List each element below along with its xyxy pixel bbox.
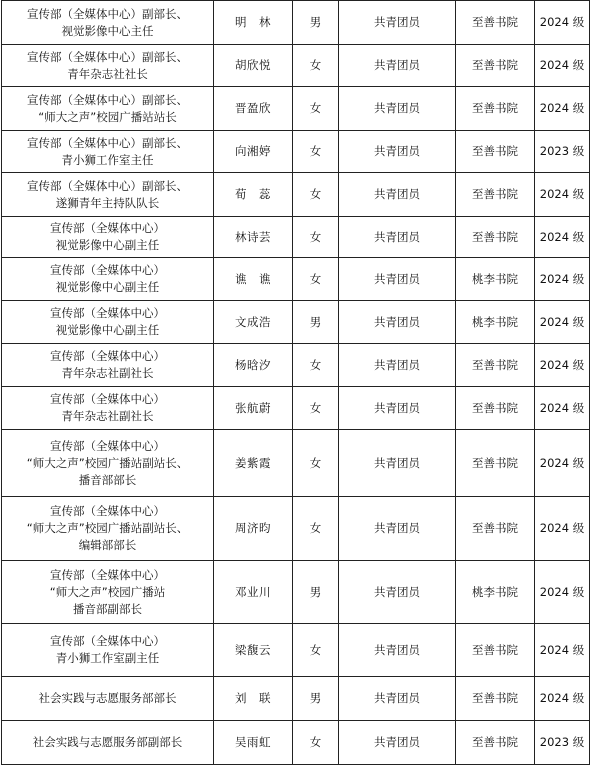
college-cell: 至善书院 (456, 387, 535, 430)
position-cell (2, 497, 214, 561)
political-status-cell: 共青团员 (339, 217, 456, 258)
college-cell: 至善书院 (456, 1, 535, 45)
name-cell: 杨晗汐 (214, 344, 293, 387)
gender-cell: 女 (293, 344, 339, 387)
position-cell (2, 721, 214, 765)
name-cell: 谯 谯 (214, 258, 293, 301)
gender-cell: 女 (293, 258, 339, 301)
political-status-cell: 共青团员 (339, 561, 456, 624)
position-cell (2, 561, 214, 624)
position-line: 播音部副部长 (73, 601, 142, 616)
gender-cell: 男 (293, 677, 339, 721)
grade-cell: 2024 级 (535, 173, 590, 217)
position-line: 宣传部（全媒体中心）副部长、 (27, 178, 188, 193)
position-line: 播音部部长 (78, 472, 137, 487)
college-cell: 桃李书院 (456, 258, 535, 301)
position-cell (2, 173, 214, 217)
gender-cell: 女 (293, 173, 339, 217)
political-status-cell: 共青团员 (339, 497, 456, 561)
political-status-cell: 共青团员 (339, 1, 456, 45)
college-cell: 至善书院 (456, 217, 535, 258)
gender-cell: 女 (293, 87, 339, 131)
name-cell: 吴雨虹 (214, 721, 293, 765)
position-line: 青小狮工作室主任 (61, 152, 154, 167)
gender-cell: 男 (293, 561, 339, 624)
grade-cell: 2024 级 (535, 45, 590, 87)
political-status-cell: 共青团员 (339, 721, 456, 765)
roster-table (1, 0, 590, 765)
grade-cell: 2024 级 (535, 1, 590, 45)
position-cell (2, 344, 214, 387)
position-line: 宣传部（全媒体中心） (50, 567, 165, 582)
position-line: 遂狮青年主持队队长 (55, 195, 160, 210)
position-line: “师大之声”校园广播站站长 (38, 109, 177, 124)
position-line: 青年杂志社副社长 (61, 366, 154, 380)
grade-cell: 2024 级 (535, 430, 590, 497)
grade-cell: 2023 级 (535, 721, 590, 765)
position-cell (2, 217, 214, 258)
position-line: “师大之声”校园广播站 (49, 584, 166, 599)
position-line: “师大之声”校园广播站副站长、 (26, 455, 189, 470)
table-row (2, 387, 590, 430)
college-cell: 至善书院 (456, 344, 535, 387)
gender-cell: 男 (293, 1, 339, 45)
grade-cell: 2024 级 (535, 301, 590, 344)
grade-cell: 2024 级 (535, 677, 590, 721)
position-line: 青年杂志社社长 (67, 66, 148, 81)
name-cell: 文成浩 (214, 301, 293, 344)
name-cell: 晋盈欣 (214, 87, 293, 131)
position-line: 宣传部（全媒体中心）副部长、 (27, 49, 188, 64)
political-status-cell: 共青团员 (339, 131, 456, 173)
position-cell (2, 1, 214, 45)
college-cell: 至善书院 (456, 45, 535, 87)
name-cell: 姜紫霞 (214, 430, 293, 497)
table-row (2, 301, 590, 344)
position-cell (2, 258, 214, 301)
position-line: 视觉影像中心副主任 (55, 238, 160, 252)
position-cell (2, 430, 214, 497)
grade-cell: 2024 级 (535, 217, 590, 258)
position-line: 青小狮工作室副主任 (55, 651, 160, 665)
grade-cell: 2023 级 (535, 131, 590, 173)
gender-cell: 女 (293, 430, 339, 497)
gender-cell: 女 (293, 45, 339, 87)
name-cell: 刘 联 (214, 677, 293, 721)
political-status-cell: 共青团员 (339, 677, 456, 721)
position-cell (2, 677, 214, 721)
name-cell: 明 林 (214, 1, 293, 45)
gender-cell: 女 (293, 497, 339, 561)
political-status-cell: 共青团员 (339, 344, 456, 387)
position-line: 社会实践与志愿服务部部长 (38, 691, 177, 705)
table-row (2, 561, 590, 624)
college-cell: 至善书院 (456, 87, 535, 131)
position-cell (2, 387, 214, 430)
political-status-cell: 共青团员 (339, 87, 456, 131)
college-cell: 至善书院 (456, 677, 535, 721)
table-row (2, 430, 590, 497)
table-row (2, 258, 590, 301)
position-cell (2, 131, 214, 173)
table-row (2, 1, 590, 45)
table-row (2, 45, 590, 87)
grade-cell: 2024 级 (535, 87, 590, 131)
table-row (2, 217, 590, 258)
position-line: 视觉影像中心副主任 (55, 323, 160, 337)
college-cell: 至善书院 (456, 624, 535, 677)
position-line: “师大之声”校园广播站副站长、 (26, 521, 189, 535)
political-status-cell: 共青团员 (339, 45, 456, 87)
table-row (2, 173, 590, 217)
position-line: 青年杂志社副社长 (61, 409, 154, 423)
grade-cell: 2024 级 (535, 561, 590, 624)
position-cell (2, 45, 214, 87)
college-cell: 至善书院 (456, 131, 535, 173)
name-cell: 向湘婷 (214, 131, 293, 173)
college-cell: 桃李书院 (456, 561, 535, 624)
position-line: 宣传部（全媒体中心） (50, 504, 165, 518)
name-cell: 林诗芸 (214, 217, 293, 258)
grade-cell: 2024 级 (535, 497, 590, 561)
college-cell: 至善书院 (456, 497, 535, 561)
grade-cell: 2024 级 (535, 258, 590, 301)
grade-cell: 2024 级 (535, 344, 590, 387)
college-cell: 至善书院 (456, 173, 535, 217)
position-line: 宣传部（全媒体中心） (50, 306, 165, 320)
table-row (2, 131, 590, 173)
political-status-cell: 共青团员 (339, 258, 456, 301)
political-status-cell: 共青团员 (339, 173, 456, 217)
name-cell: 邓业川 (214, 561, 293, 624)
gender-cell: 女 (293, 387, 339, 430)
position-line: 宣传部（全媒体中心） (50, 438, 165, 453)
gender-cell: 男 (293, 301, 339, 344)
position-line: 编辑部部长 (78, 538, 137, 552)
name-cell: 胡欣悦 (214, 45, 293, 87)
name-cell: 荀 蕊 (214, 173, 293, 217)
table-row (2, 624, 590, 677)
gender-cell: 女 (293, 624, 339, 677)
college-cell: 至善书院 (456, 721, 535, 765)
position-line: 宣传部（全媒体中心） (50, 221, 165, 235)
name-cell: 梁馥云 (214, 624, 293, 677)
college-cell: 至善书院 (456, 430, 535, 497)
position-cell (2, 624, 214, 677)
name-cell: 张航蔚 (214, 387, 293, 430)
political-status-cell: 共青团员 (339, 301, 456, 344)
grade-cell: 2024 级 (535, 387, 590, 430)
gender-cell: 女 (293, 721, 339, 765)
grade-cell: 2024 级 (535, 624, 590, 677)
political-status-cell: 共青团员 (339, 387, 456, 430)
position-line: 宣传部（全媒体中心）副部长、 (27, 135, 188, 150)
position-line: 宣传部（全媒体中心） (50, 349, 165, 363)
position-cell (2, 87, 214, 131)
gender-cell: 女 (293, 131, 339, 173)
position-line: 社会实践与志愿服务部副部长 (32, 735, 183, 749)
position-line: 宣传部（全媒体中心） (50, 263, 165, 277)
position-line: 视觉影像中心副主任 (55, 280, 160, 294)
table-row (2, 344, 590, 387)
position-line: 宣传部（全媒体中心）副部长、 (27, 92, 188, 107)
position-line: 宣传部（全媒体中心） (50, 392, 165, 406)
political-status-cell: 共青团员 (339, 430, 456, 497)
position-line: 视觉影像中心主任 (61, 23, 154, 38)
college-cell: 桃李书院 (456, 301, 535, 344)
political-status-cell: 共青团员 (339, 624, 456, 677)
position-cell (2, 301, 214, 344)
roster-table-body (2, 1, 590, 765)
table-row (2, 87, 590, 131)
name-cell: 周济昀 (214, 497, 293, 561)
gender-cell: 女 (293, 217, 339, 258)
table-row (2, 497, 590, 561)
table-row (2, 677, 590, 721)
position-line: 宣传部（全媒体中心）副部长、 (27, 6, 188, 21)
position-line: 宣传部（全媒体中心） (50, 634, 165, 648)
table-row (2, 721, 590, 765)
